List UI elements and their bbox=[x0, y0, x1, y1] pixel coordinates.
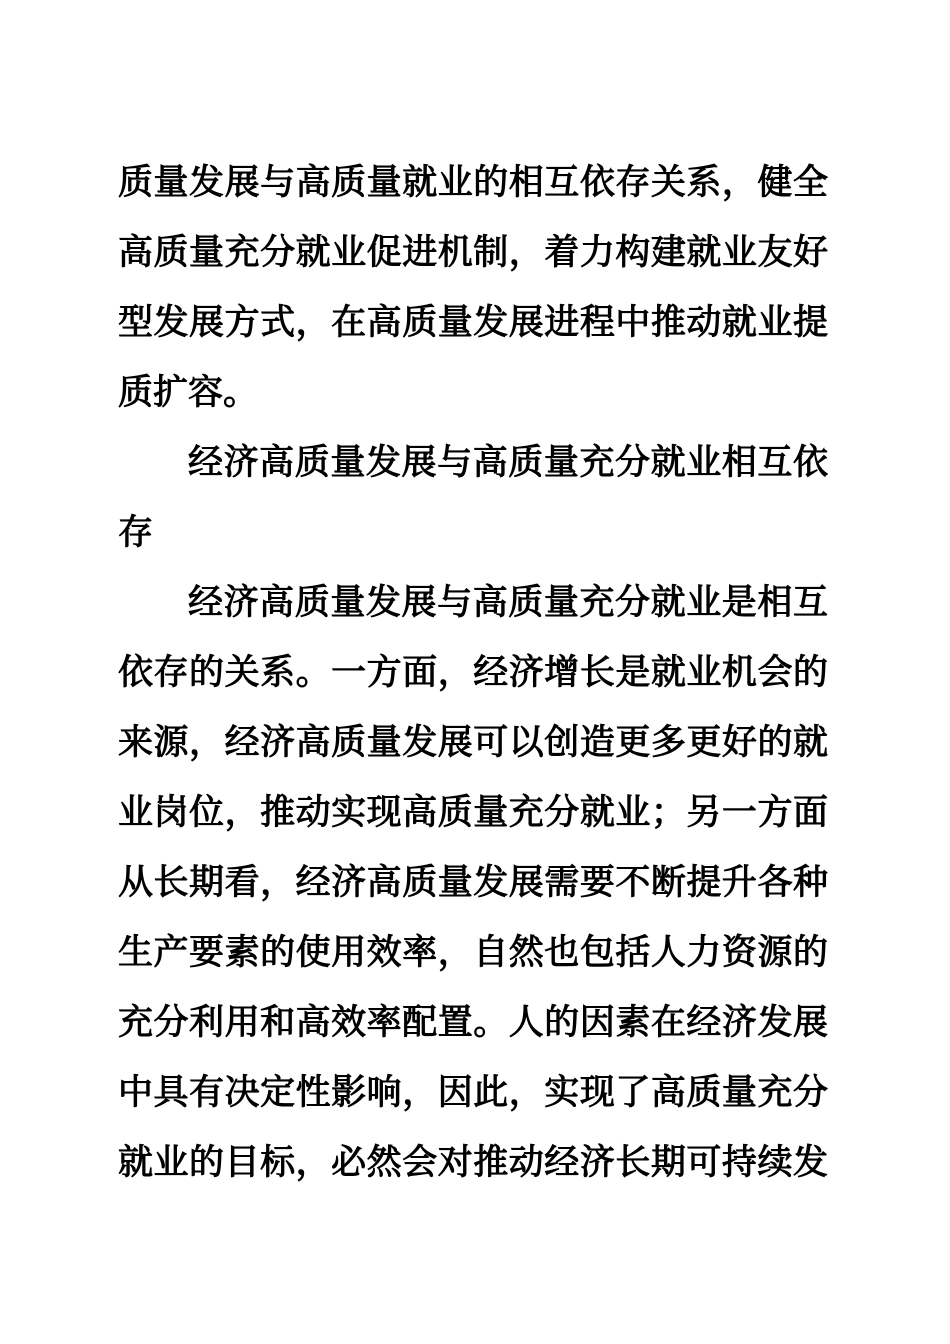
section-heading bbox=[118, 428, 828, 568]
text-line: 充分利用和高效率配置。人的因素在经济发展 bbox=[118, 1002, 828, 1043]
text-line: 中具有决定性影响，因此，实现了高质量充分 bbox=[118, 1072, 828, 1113]
text-line: 从长期看，经济高质量发展需要不断提升各种 bbox=[118, 862, 828, 903]
text-line: 质量发展与高质量就业的相互依存关系，健全 bbox=[118, 162, 828, 203]
text-line: 就业的目标，必然会对推动经济长期可持续发 bbox=[118, 1142, 828, 1183]
text-line: 经济高质量发展与高质量充分就业是相互 bbox=[188, 582, 828, 623]
text-line: 高质量充分就业促进机制，着力构建就业友好 bbox=[118, 232, 828, 273]
intro-paragraph bbox=[118, 148, 828, 428]
text-line: 业岗位，推动实现高质量充分就业；另一方面 bbox=[118, 792, 828, 833]
text-line: 来源，经济高质量发展可以创造更多更好的就 bbox=[118, 722, 828, 763]
text-line: 生产要素的使用效率，自然也包括人力资源的 bbox=[118, 932, 828, 973]
text-line: 依存的关系。一方面，经济增长是就业机会的 bbox=[118, 652, 828, 693]
heading-line: 存 bbox=[118, 512, 154, 553]
text-line: 型发展方式，在高质量发展进程中推动就业提 bbox=[118, 302, 828, 343]
heading-line: 经济高质量发展与高质量充分就业相互依 bbox=[188, 442, 828, 483]
body-paragraph bbox=[118, 568, 828, 1198]
text-line: 质扩容。 bbox=[118, 372, 259, 413]
document-body bbox=[118, 148, 828, 1198]
